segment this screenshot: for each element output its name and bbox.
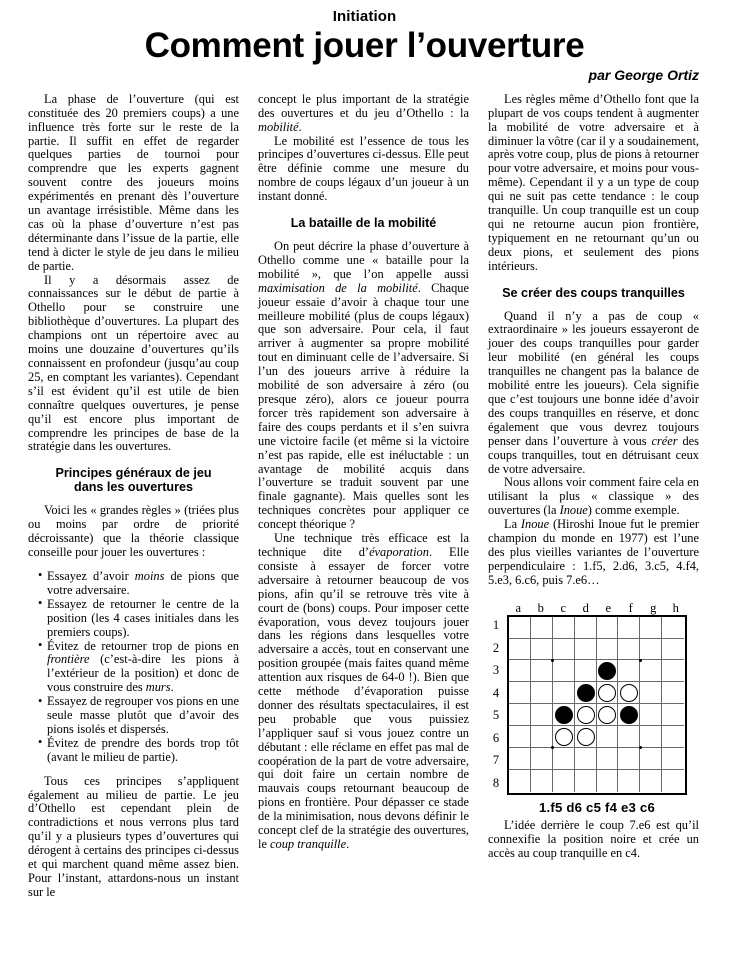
board-rank-label-8: 8 [492, 775, 500, 790]
paragraph-emphasis-2: coup tranquille [270, 837, 347, 852]
board-cell-c3[interactable] [553, 660, 575, 682]
board-cell-h8[interactable] [662, 770, 684, 792]
board-cell-e6[interactable] [597, 726, 619, 748]
paragraph [488, 476, 699, 518]
othello-disc-black-c5 [555, 706, 573, 724]
board-file-labels [507, 601, 687, 615]
board-cell-c2[interactable] [553, 639, 575, 661]
paragraph [258, 532, 469, 852]
board-cell-a4[interactable] [509, 682, 531, 704]
board-cell-h7[interactable] [662, 748, 684, 770]
board-cell-g4[interactable] [640, 682, 662, 704]
paragraph-emphasis: Inoue [520, 517, 550, 532]
column-2 [258, 93, 469, 852]
board-cell-b8[interactable] [531, 770, 553, 792]
board-caption: 1.f5 d6 c5 f4 e3 c6 [539, 799, 655, 815]
board-cell-d3[interactable] [575, 660, 597, 682]
board-cell-d2[interactable] [575, 639, 597, 661]
rules-list [28, 570, 239, 765]
rule-text-mid: (c’est-à-dire les pions à l’extérieur de la position) et donc de vous construire des [47, 652, 239, 695]
board-rank-labels [488, 615, 507, 795]
heading-line-2: dans les ouvertures [74, 480, 193, 495]
paragraph-text: La [504, 517, 521, 532]
board-cell-g6[interactable] [640, 726, 662, 748]
rule-emphasis-2: murs [145, 680, 171, 695]
board-cell-h2[interactable] [662, 639, 684, 661]
paragraph-emphasis: évaporation [369, 544, 429, 559]
paragraph: La phase de l’ouverture (qui est constituée des 20 premiers coups) a une influence très forte sur le reste de la partie. Il suffit en effet de regarder quelques parties de tournoi pour comprendre que les experts gagnent souvent contre des joueurs moins expérimentés en prenant dès l’ouverture un avantage irrésistible. Même dans les cas où la phase d’ouverture n’est pas déterminante dans l’issue de la partie, elle tend à dicter le style de jeu dans le milieu de partie. [28, 91, 239, 273]
paragraph-emphasis: mobilité [258, 119, 299, 134]
board-cell-a5[interactable] [509, 704, 531, 726]
board-cell-d7[interactable] [575, 748, 597, 770]
list-item [38, 598, 239, 640]
paragraph-text: Quand il n’y a pas de coup « extraordinaire » les joueurs essayeront de jouer des coups tranquilles pour garder leur mobilité (en général les coups tranquilles ne changent pas la balance de mobilité entre les joueurs). Cela signifie que c’est toujours une bonne idée d’avoir des coups tranquilles en réserve, et donc également que vous devrez toujours penser dans l’ouverture à vous [488, 308, 699, 448]
board-file-label-d: d [582, 600, 589, 615]
board-file-label-h: h [672, 600, 679, 615]
article-kicker: Initiation [332, 8, 397, 25]
paragraph-text-tail: . Chaque joueur essaie d’avoir à chaque tour une meilleure mobilité (plus de coups légaux) que son adversaire. Pour cela, il faut arriver à augmenter sa propre mobilité tout en diminuant celle de l’adversaire. Si l’un des joueurs arrive à réduire la mobilité de son adversaire à zéro (ou presque zéro), alors ce joueur pourra forcer très rapidement son adversaire à faire des coups perdants et il s’en suivra une victoire facile (et même si la victoire n’est pas rapide, elle est inéluctable : un avantage de mobilité acquis dans l’ouverture se traduit souvent par une finale gagnante). Mais quelles sont les techniques concrètes pour appliquer ce concept théorique ? [258, 280, 469, 532]
paragraph-emphasis: maximisation de la mobilité [258, 280, 418, 295]
board-cell-h4[interactable] [662, 682, 684, 704]
board-cell-g7[interactable] [640, 748, 662, 770]
paragraph-text-tail: des coups tranquilles, tout en détruisant ceux de votre adversaire. [488, 433, 699, 476]
board-cell-h3[interactable] [662, 660, 684, 682]
section-heading-bataille: La bataille de la mobilité [290, 216, 437, 231]
paragraph-emphasis: créer [651, 433, 678, 448]
paragraph: Il y a désormais assez de connaissances sur le début de partie à Othello pour se construire une bibliothèque d’ouvertures. La plupart des champions ont un répertoire avec au moins une douzaine d’ouvertures qu’ils connaissent en profondeur (jusqu’au coup 25, en comptant les variantes). Cependant s’il est évident qu’il est utile de bien connaître quelques ouvertures, je pense qu’il est encore plus important de comprendre les principes de base de la stratégie dans les ouvertures. [28, 272, 239, 454]
board-cell-a3[interactable] [509, 660, 531, 682]
board-file-label-b: b [537, 600, 544, 615]
othello-disc-white-c6 [555, 728, 573, 746]
board-cell-f1[interactable] [618, 617, 640, 639]
rule-emphasis: frontière [47, 652, 90, 667]
paragraph-text-tail: . [346, 837, 350, 852]
board-cell-f7[interactable] [618, 748, 640, 770]
board-cell-h6[interactable] [662, 726, 684, 748]
rule-text-tail: . [170, 680, 174, 695]
board-cell-g5[interactable] [640, 704, 662, 726]
column-3 [488, 93, 699, 861]
board-cell-e8[interactable] [597, 770, 619, 792]
board-rank-label-4: 4 [492, 685, 500, 700]
heading-line-1: Principes généraux de jeu [55, 466, 212, 481]
paragraph-text: concept le plus important de la stratégie des ouvertures et du jeu d’Othello : la [258, 91, 469, 120]
board-file-label-a: a [515, 600, 522, 615]
board-body [488, 615, 699, 795]
board-cell-g3[interactable] [640, 660, 662, 682]
list-item [38, 737, 239, 765]
board-cell-e7[interactable] [597, 748, 619, 770]
board-cell-c7[interactable] [553, 748, 575, 770]
board-cell-e2[interactable] [597, 639, 619, 661]
board-cell-g2[interactable] [640, 639, 662, 661]
paragraph: Les règles même d’Othello font que la plupart de vos coups tendent à augmenter la mobilité de votre adversaire et à diminuer la vôtre (car il y a soudainement, après votre coup, plus de pions à retourner pour votre adversaire, et moins pour vous-même). Cependant il y a un type de coup qui ne suit pas cette tendance : le coup tranquille. Un coup tranquille est un coup qui ne retourne aucun pion frontière, typiquement en ne retournant qu’un ou deux pions, et seulement des pions intérieurs. [488, 91, 699, 273]
board-cell-f2[interactable] [618, 639, 640, 661]
paragraph-text-mid: . Elle consiste à essayer de forcer votre adversaire à retourner beaucoup de vos pions, afin qu’il se retrouve très vite à court de (bons) coups. Pour imposer cette évaporation, vous devez toujours jouer dans les régions dans lesquelles votre adversaire a accès, tout en conservant une position groupée (mais faites quand même attention aux risques de 64-0 !). Bien que cette méthode d’évaporation puisse donner des résultats spectaculaires, il est peu probable que vous puissiez l’appliquer sauf si vous jouez contre un débutant : elle réclame en effet pas mal de coopération de la part de votre adversaire, qui doit faire un certain nombre de mauvais coups retournant beaucoup de pions en frontière. Pour dépasser ce stade de la minimisation, nous devons définir le concept clef de la stratégie des ouvertures, le [258, 544, 469, 852]
paragraph: L’idée derrière le coup 7.e6 est qu’il connexifie la position noire et crée un accès au coup tranquille en c4. [488, 817, 699, 860]
paragraph: Le mobilité est l’essence de tous les principes d’ouvertures ci-dessus. Elle peut être définie comme une mesure du nombre de coups légaux d’un joueur à un instant donné. [258, 133, 469, 204]
othello-disc-white-d5 [577, 706, 595, 724]
board-rank-label-1: 1 [492, 618, 500, 633]
board-star-point [639, 659, 642, 662]
board-cell-g8[interactable] [640, 770, 662, 792]
column-1 [28, 93, 239, 900]
paragraph-emphasis: Inoue [559, 503, 588, 518]
board-cell-b4[interactable] [531, 682, 553, 704]
list-item [38, 695, 239, 737]
rule-text: Évitez de prendre des bords trop tôt (avant le milieu de partie). [47, 735, 239, 764]
board-file-label-g: g [650, 600, 657, 615]
article-byline: par George Ortiz [588, 66, 699, 83]
board-cell-a2[interactable] [509, 639, 531, 661]
paragraph-text: Une technique très efficace est la technique dite d’ [258, 531, 469, 559]
board-cell-f6[interactable] [618, 726, 640, 748]
board-cell-d1[interactable] [575, 617, 597, 639]
paragraph [258, 93, 469, 135]
board-rank-label-7: 7 [492, 753, 500, 768]
paragraph-text-tail: ) comme exemple. [587, 503, 680, 518]
board-cell-f3[interactable] [618, 660, 640, 682]
board-cell-b5[interactable] [531, 704, 553, 726]
board-file-label-c: c [560, 600, 567, 615]
board-cell-b7[interactable] [531, 748, 553, 770]
board-cell-a6[interactable] [509, 726, 531, 748]
board-file-label-e: e [605, 600, 612, 615]
board-file-label-f: f [628, 600, 633, 615]
paragraph: Tous ces principes s’appliquent également au milieu de partie. Le jeu d’Othello est cependant plein de contradictions et nous verrons plus tard qu’il y a plusieurs types d’ouvertures qui dérogent à certains des principes ci-dessus et qui marchent quand même assez bien. Pour l’instant, attardons-nous un instant sur le [28, 773, 239, 899]
rule-emphasis: moins [134, 568, 165, 583]
board-cell-b2[interactable] [531, 639, 553, 661]
rule-text-tail: de pions que votre adversaire. [47, 568, 239, 597]
list-item [38, 570, 239, 598]
section-heading-principes [28, 466, 239, 494]
board-cell-a8[interactable] [509, 770, 531, 792]
board-rank-label-5: 5 [492, 708, 500, 723]
othello-disc-white-d6 [577, 728, 595, 746]
board-cell-c1[interactable] [553, 617, 575, 639]
board-cell-c8[interactable] [553, 770, 575, 792]
othello-disc-black-d4 [577, 684, 595, 702]
paragraph [488, 310, 699, 477]
board-rank-label-2: 2 [492, 640, 500, 655]
rule-text: Essayez d’avoir [47, 568, 135, 583]
board-cell-a7[interactable] [509, 748, 531, 770]
board-cell-b3[interactable] [531, 660, 553, 682]
paragraph-text-tail: . [298, 119, 302, 134]
paragraph-text: On peut décrire la phase d’ouverture à Othello comme une « bataille pour la mobilité », que l’on appelle aussi [258, 239, 469, 281]
board-cell-b6[interactable] [531, 726, 553, 748]
board-cell-g1[interactable] [640, 617, 662, 639]
rule-text: Essayez de retourner le centre de la position (les 4 cases initiales dans les premiers coups). [47, 596, 239, 639]
board-cell-d8[interactable] [575, 770, 597, 792]
othello-grid[interactable] [507, 615, 687, 795]
othello-board-figure [488, 601, 699, 815]
list-item [38, 640, 239, 696]
board-cell-f8[interactable] [618, 770, 640, 792]
board-cell-a1[interactable] [509, 617, 531, 639]
paragraph-text: Nous allons voir comment faire cela en utilisant la plus « classique » des ouvertures (la [488, 475, 699, 518]
board-cell-e1[interactable] [597, 617, 619, 639]
board-rank-label-3: 3 [492, 663, 500, 678]
article-columns [28, 93, 701, 900]
rule-text: Évitez de retourner trop de pions en [47, 638, 239, 653]
page-title: Comment jouer l’ouverture [144, 26, 585, 65]
board-rank-label-6: 6 [492, 730, 500, 745]
paragraph: Voici les « grandes règles » (triées plus ou moins par ordre de priorité décroissante) que la théorie classique conseille pour jouer les ouvertures : [28, 503, 239, 560]
section-heading-coups-tranquilles: Se créer des coups tranquilles [502, 285, 685, 300]
paragraph-text-tail: (Hiroshi Inoue fut le premier champion du monde en 1977) est l’une des plus vieilles variantes de l’ouverture perpendiculaire : 1.f5, 2.d6, 3.c5, 4.f4, 5.e3, 6.c6, puis 7.e6… [488, 517, 700, 587]
board-cell-h5[interactable] [662, 704, 684, 726]
board-cell-c4[interactable] [553, 682, 575, 704]
board-cell-h1[interactable] [662, 617, 684, 639]
paragraph [488, 518, 699, 588]
rule-text: Essayez de regrouper vos pions en une seule masse plutôt que d’avoir des pions isolés et dispersés. [47, 694, 239, 736]
paragraph [258, 240, 469, 532]
board-cell-b1[interactable] [531, 617, 553, 639]
